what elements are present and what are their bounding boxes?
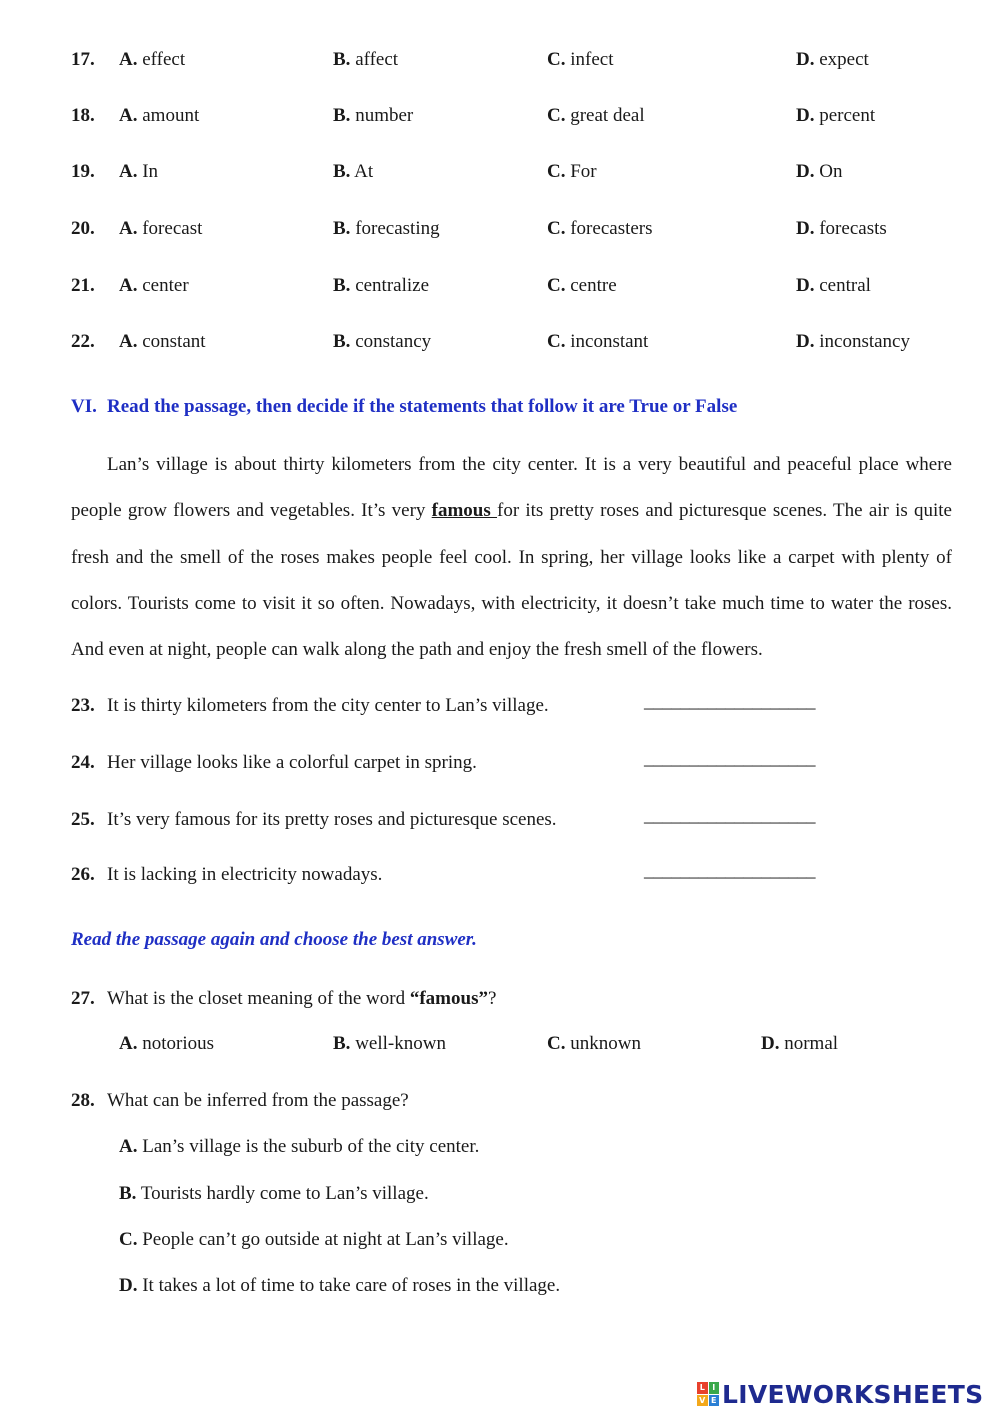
- logo-text: LIVEWORKSHEETS: [722, 1379, 984, 1409]
- option-text: affect: [355, 49, 399, 70]
- option-letter: B.: [333, 161, 351, 182]
- option-letter: B.: [333, 331, 351, 352]
- question-number: 20.: [71, 218, 95, 239]
- option-b[interactable]: [333, 157, 373, 187]
- mc-question-row: [0, 327, 1000, 357]
- option-text: effect: [142, 49, 186, 70]
- liveworksheets-logo: [697, 1377, 983, 1411]
- mc-question-row: [0, 157, 1000, 187]
- statement-number: 26.: [71, 864, 95, 885]
- question-text-end: ?: [487, 988, 497, 1009]
- option-text: On: [819, 161, 843, 182]
- option-a[interactable]: [119, 1029, 214, 1059]
- mc-question-row: [0, 45, 1000, 75]
- option-text: inconstant: [570, 331, 649, 352]
- logo-mark-letter: V: [697, 1395, 708, 1407]
- question-number: 28.: [71, 1090, 95, 1111]
- question-number: 17.: [71, 49, 95, 70]
- option-text: number: [355, 105, 414, 126]
- option-text: center: [142, 275, 189, 296]
- option-letter: C.: [547, 49, 566, 70]
- passage-text-part2: for its pretty roses and picturesque scenes. The air is quite fresh and the smell of the roses makes people feel cool. In spring, her village looks like a carpet with plenty of colors. Tourists come to visit it so often. Nowadays, with electricity, it doesn’t take much time to water the roses. And even at night, people can walk along the path and enjoy the fresh smell of the flowers.: [71, 500, 952, 661]
- option-d[interactable]: [796, 327, 910, 357]
- option-c[interactable]: [547, 157, 597, 187]
- question-text: What is the closet meaning of the word: [107, 988, 410, 1009]
- question-number: 22.: [71, 331, 95, 352]
- subsection-title: Read the passage again and choose the best answer.: [71, 929, 477, 950]
- option-text: unknown: [570, 1033, 641, 1054]
- option-text: centre: [570, 275, 617, 296]
- option-letter: C.: [547, 331, 566, 352]
- option-letter: B.: [333, 218, 351, 239]
- option-letter: B.: [333, 275, 351, 296]
- option-letter: C.: [547, 218, 566, 239]
- option-letter: B.: [333, 1033, 351, 1054]
- option-b[interactable]: [333, 1029, 446, 1059]
- option-letter: A.: [119, 331, 138, 352]
- statement-26: [71, 860, 382, 890]
- option-letter: C.: [119, 1229, 138, 1250]
- option-letter: D.: [796, 105, 815, 126]
- option-text: notorious: [142, 1033, 215, 1054]
- option-letter: B.: [333, 105, 351, 126]
- option-letter: C.: [547, 1033, 566, 1054]
- answer-blank-23[interactable]: ___________________: [644, 691, 815, 712]
- option-b[interactable]: [333, 327, 431, 357]
- option-text: Tourists hardly come to Lan’s village.: [140, 1183, 429, 1204]
- option-c[interactable]: [547, 1029, 641, 1059]
- option-text: normal: [784, 1033, 839, 1054]
- option-text: People can’t go outside at night at Lan’s village.: [142, 1229, 509, 1250]
- mc-question-row: [0, 101, 1000, 131]
- option-letter: D.: [796, 161, 815, 182]
- option-text: inconstancy: [819, 331, 910, 352]
- option-text: percent: [819, 105, 876, 126]
- option-a[interactable]: [119, 271, 189, 301]
- option-text: great deal: [570, 105, 645, 126]
- option-letter: D.: [796, 331, 815, 352]
- question-number: 18.: [71, 105, 95, 126]
- question-key-word: “famous”: [409, 988, 488, 1009]
- liveworksheets-mark-icon: [697, 1382, 719, 1406]
- option-letter: D.: [119, 1275, 138, 1296]
- option-a[interactable]: [119, 327, 206, 357]
- option-text: Lan’s village is the suburb of the city center.: [142, 1136, 480, 1157]
- option-c[interactable]: [547, 214, 653, 244]
- option-letter: A.: [119, 1136, 138, 1157]
- question-27-options: [0, 1029, 1000, 1059]
- statement-text: It’s very famous for its pretty roses and picturesque scenes.: [107, 809, 557, 830]
- option-text: constancy: [355, 331, 432, 352]
- option-d[interactable]: [796, 271, 871, 301]
- option-d[interactable]: [761, 1029, 838, 1059]
- option-text: forecasts: [819, 218, 887, 239]
- option-a[interactable]: [119, 214, 202, 244]
- option-c[interactable]: [547, 327, 648, 357]
- option-b[interactable]: [333, 101, 413, 131]
- section-roman-numeral: VI.: [71, 396, 97, 417]
- mc-question-row: [0, 214, 1000, 244]
- option-text: forecasting: [355, 218, 440, 239]
- option-letter: D.: [761, 1033, 780, 1054]
- option-d[interactable]: [119, 1271, 560, 1301]
- question-text: What can be inferred from the passage?: [107, 1090, 409, 1111]
- option-text: forecast: [142, 218, 203, 239]
- statement-number: 23.: [71, 695, 95, 716]
- option-b[interactable]: [333, 45, 398, 75]
- passage-text-part1: Lan’s village is about thirty kilometers from the city center. It is a very beautiful and peaceful place where people grow flowers and vegetables. It’s very: [71, 454, 952, 522]
- option-c[interactable]: [547, 271, 617, 301]
- option-letter: D.: [796, 218, 815, 239]
- question-number: 27.: [71, 988, 95, 1009]
- question-28: [71, 1086, 409, 1116]
- answer-blank-25[interactable]: ___________________: [644, 805, 815, 826]
- option-letter: D.: [796, 275, 815, 296]
- option-letter: A.: [119, 161, 138, 182]
- option-d[interactable]: [796, 157, 842, 187]
- section-vi-title: [71, 396, 737, 418]
- option-text: constant: [142, 331, 206, 352]
- option-text: expect: [819, 49, 869, 70]
- option-c[interactable]: [547, 45, 614, 75]
- question-number: 21.: [71, 275, 95, 296]
- option-text: centralize: [355, 275, 430, 296]
- logo-mark-letter: L: [697, 1382, 708, 1394]
- option-d[interactable]: [796, 214, 887, 244]
- statement-25: [71, 805, 557, 835]
- statement-23: [71, 691, 549, 721]
- option-text: forecasters: [570, 218, 653, 239]
- option-letter: A.: [119, 49, 138, 70]
- option-letter: A.: [119, 1033, 138, 1054]
- answer-blank-26[interactable]: ___________________: [644, 860, 815, 881]
- option-b[interactable]: [333, 214, 440, 244]
- question-27: [71, 984, 496, 1014]
- option-letter: B.: [119, 1183, 137, 1204]
- statement-text: Her village looks like a colorful carpet in spring.: [107, 752, 477, 773]
- option-letter: B.: [333, 49, 351, 70]
- option-a[interactable]: [119, 45, 185, 75]
- option-b[interactable]: [333, 271, 429, 301]
- option-letter: C.: [547, 275, 566, 296]
- statement-number: 25.: [71, 809, 95, 830]
- option-letter: C.: [547, 161, 566, 182]
- logo-mark-letter: E: [709, 1395, 720, 1407]
- option-text: amount: [142, 105, 200, 126]
- mc-question-row: [0, 271, 1000, 301]
- option-a[interactable]: [119, 101, 199, 131]
- option-text: well-known: [355, 1033, 446, 1054]
- option-letter: A.: [119, 218, 138, 239]
- option-text: In: [142, 161, 159, 182]
- option-d[interactable]: [796, 45, 869, 75]
- option-c[interactable]: [119, 1225, 509, 1255]
- option-letter: C.: [547, 105, 566, 126]
- logo-mark-letter: I: [709, 1382, 720, 1394]
- option-letter: A.: [119, 105, 138, 126]
- option-text: It takes a lot of time to take care of roses in the village.: [142, 1275, 561, 1296]
- statement-24: [71, 748, 477, 778]
- statement-text: It is lacking in electricity nowadays.: [107, 864, 383, 885]
- option-b[interactable]: [119, 1179, 429, 1209]
- statement-number: 24.: [71, 752, 95, 773]
- option-letter: A.: [119, 275, 138, 296]
- option-letter: D.: [796, 49, 815, 70]
- option-text: For: [570, 161, 597, 182]
- answer-blank-24[interactable]: ___________________: [644, 748, 815, 769]
- question-number: 19.: [71, 161, 95, 182]
- option-text: At: [354, 161, 374, 182]
- passage-highlight-word: famous: [431, 500, 497, 522]
- option-d[interactable]: [796, 101, 875, 131]
- reading-passage: [71, 442, 952, 673]
- statement-text: It is thirty kilometers from the city center to Lan’s village.: [107, 695, 549, 716]
- option-a[interactable]: [119, 157, 158, 187]
- option-c[interactable]: [547, 101, 645, 131]
- option-text: infect: [570, 49, 614, 70]
- option-text: central: [819, 275, 871, 296]
- option-a[interactable]: [119, 1132, 479, 1162]
- section-title-text: Read the passage, then decide if the statements that follow it are True or False: [107, 396, 738, 417]
